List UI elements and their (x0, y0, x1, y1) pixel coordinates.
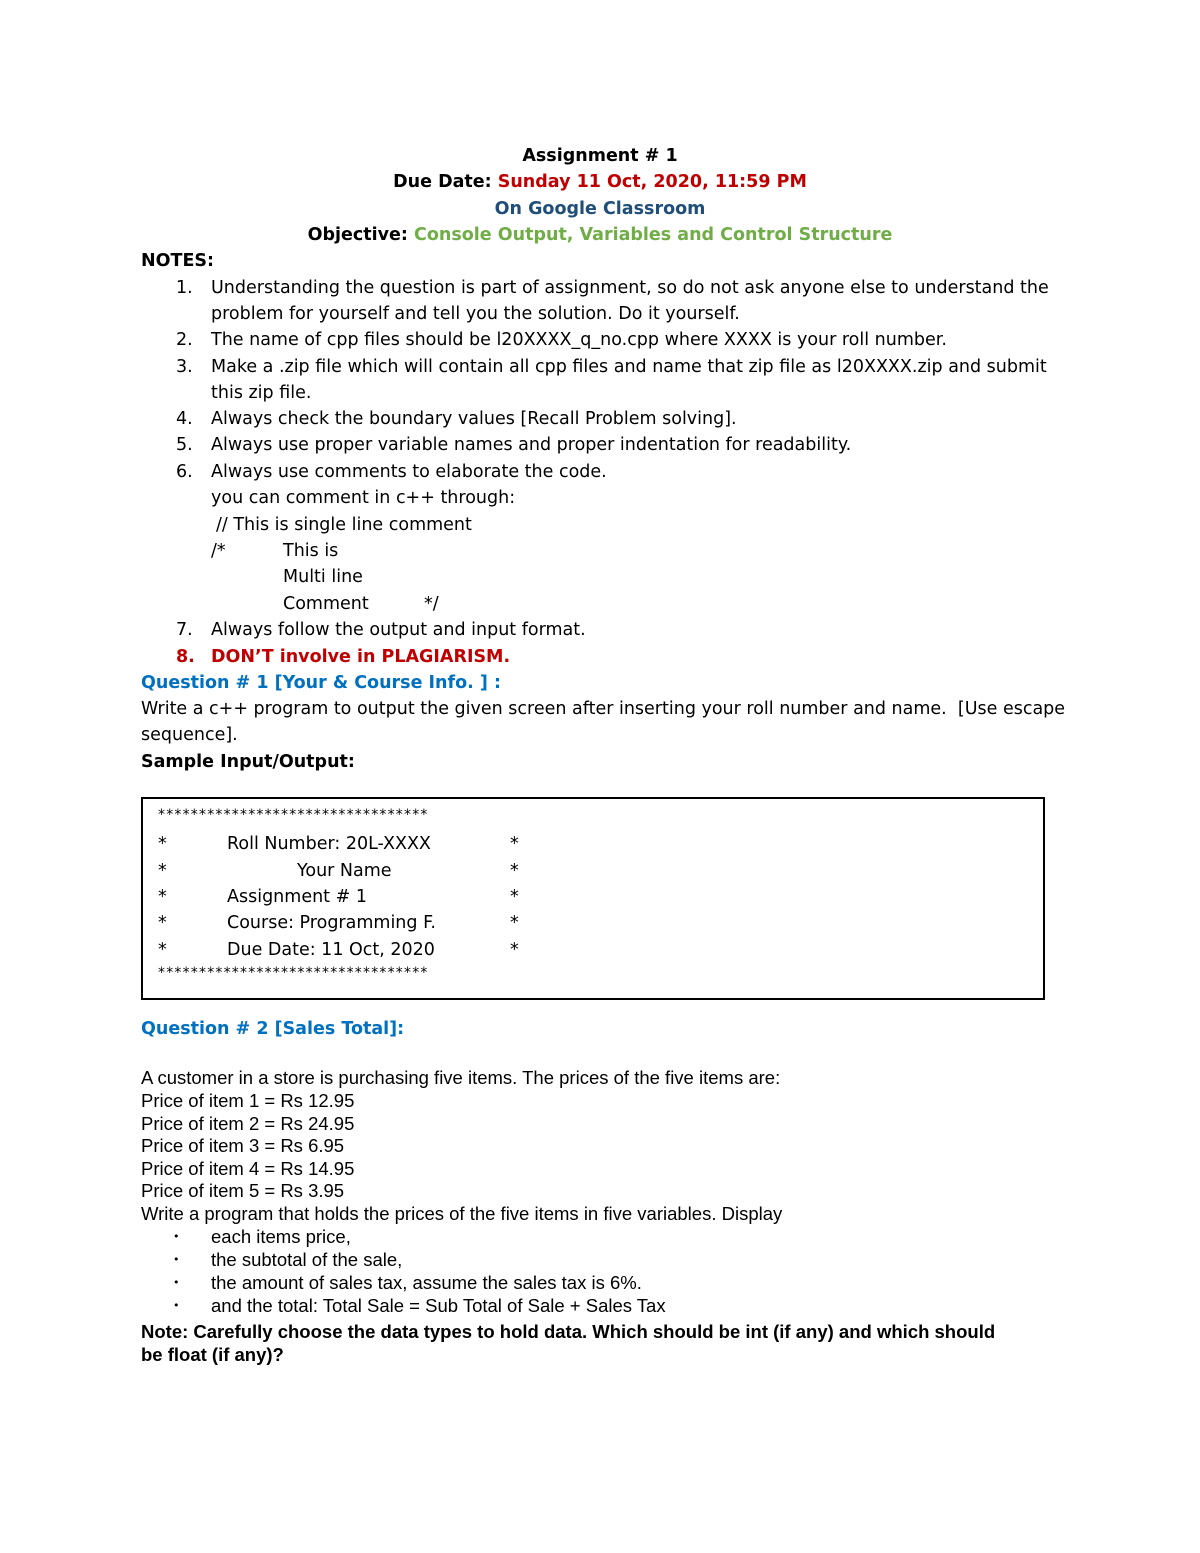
star-left: * (158, 887, 167, 907)
note-number: 2. (176, 330, 193, 350)
note-number: 6. (176, 462, 193, 482)
assignment-title: Assignment # 1 (522, 146, 678, 166)
note-text: Understanding the question is part of assignment, so do not ask anyone else to understand the (211, 278, 1049, 298)
multi-comment-open: /* (211, 541, 226, 561)
note-text: Always use comments to elaborate the code. (211, 462, 607, 482)
platform-line: On Google Classroom (494, 199, 706, 219)
question-1-description: Write a c++ program to output the given screen after inserting your roll number and name. [Use escape (141, 699, 1066, 719)
note-number: 3. (176, 357, 193, 377)
star-border-top: ********************************* (158, 807, 429, 823)
multi-comment-line: This is (283, 541, 339, 561)
note-number: 1. (176, 278, 193, 298)
objective-value: Console Output, Variables and Control Structure (414, 225, 893, 245)
question-2-task: Write a program that holds the prices of the five items in five variables. Display (141, 1203, 783, 1224)
note-text: Make a .zip file which will contain all cpp files and name that zip file as l20XXXX.zip and submit (211, 357, 1047, 377)
question-2-title: Question # 2 [Sales Total]: (141, 1019, 405, 1039)
question-1-title: Question # 1 [Your & Course Info. ] : (141, 673, 501, 693)
item-price: Price of item 5 = Rs 3.95 (141, 1180, 345, 1201)
item-price: Price of item 4 = Rs 14.95 (141, 1158, 355, 1179)
note-number: 7. (176, 620, 193, 640)
question-1-description: sequence]. (141, 725, 238, 745)
sample-io-label: Sample Input/Output: (141, 752, 355, 772)
star-right: * (510, 940, 519, 960)
star-right: * (510, 861, 519, 881)
objective-line (0, 222, 1200, 248)
note-text: The name of cpp files should be l20XXXX_q_no.cpp where XXXX is your roll number. (211, 330, 947, 350)
due-date-line (0, 169, 1200, 195)
note-number: 8. (176, 647, 195, 667)
multi-comment-line: Multi line (283, 567, 363, 587)
output-course: Course: Programming F. (227, 913, 436, 933)
star-left: * (158, 913, 167, 933)
star-right: * (510, 887, 519, 907)
note-text: Always use proper variable names and proper indentation for readability. (211, 435, 852, 455)
item-price: Price of item 3 = Rs 6.95 (141, 1135, 345, 1156)
star-right: * (510, 834, 519, 854)
due-date-value: Sunday 11 Oct, 2020, 11:59 PM (497, 172, 807, 192)
note-text-warning: DON’T involve in PLAGIARISM. (211, 647, 511, 667)
multi-comment-line: Comment (283, 594, 369, 614)
bullet-icon: • (173, 1299, 180, 1312)
bullet-item: and the total: Total Sale = Sub Total of Sale + Sales Tax (211, 1295, 666, 1316)
single-line-comment: // This is single line comment (216, 515, 472, 535)
note-line: be float (if any)? (141, 1344, 284, 1365)
star-right: * (510, 913, 519, 933)
note-text: problem for yourself and tell you the solution. Do it yourself. (211, 304, 740, 324)
multi-comment-close: */ (424, 594, 439, 614)
bullet-icon: • (173, 1276, 180, 1289)
bullet-item: each items price, (211, 1226, 351, 1247)
star-left: * (158, 861, 167, 881)
objective-label: Objective: (307, 225, 415, 245)
note-text: you can comment in c++ through: (211, 488, 516, 508)
output-assignment: Assignment # 1 (227, 887, 367, 907)
item-price: Price of item 2 = Rs 24.95 (141, 1113, 355, 1134)
output-your-name: Your Name (297, 861, 392, 881)
note-text: Always follow the output and input format. (211, 620, 586, 640)
star-border-bottom: ********************************* (158, 965, 429, 981)
star-left: * (158, 834, 167, 854)
output-roll-number: Roll Number: 20L-XXXX (227, 834, 431, 854)
note-number: 4. (176, 409, 193, 429)
item-price: Price of item 1 = Rs 12.95 (141, 1090, 355, 1111)
bullet-item: the amount of sales tax, assume the sales tax is 6%. (211, 1272, 642, 1293)
bullet-icon: • (173, 1253, 180, 1266)
note-number: 5. (176, 435, 193, 455)
note-line: Note: Carefully choose the data types to hold data. Which should be int (if any) and which should (141, 1321, 996, 1342)
output-due-date: Due Date: 11 Oct, 2020 (227, 940, 435, 960)
star-left: * (158, 940, 167, 960)
note-text: Always check the boundary values [Recall Problem solving]. (211, 409, 737, 429)
note-text: this zip file. (211, 383, 312, 403)
bullet-item: the subtotal of the sale, (211, 1249, 403, 1270)
notes-heading: NOTES: (141, 251, 215, 271)
due-date-label: Due Date: (393, 172, 498, 192)
question-2-intro: A customer in a store is purchasing five items. The prices of the five items are: (141, 1067, 781, 1088)
bullet-icon: • (173, 1230, 180, 1243)
